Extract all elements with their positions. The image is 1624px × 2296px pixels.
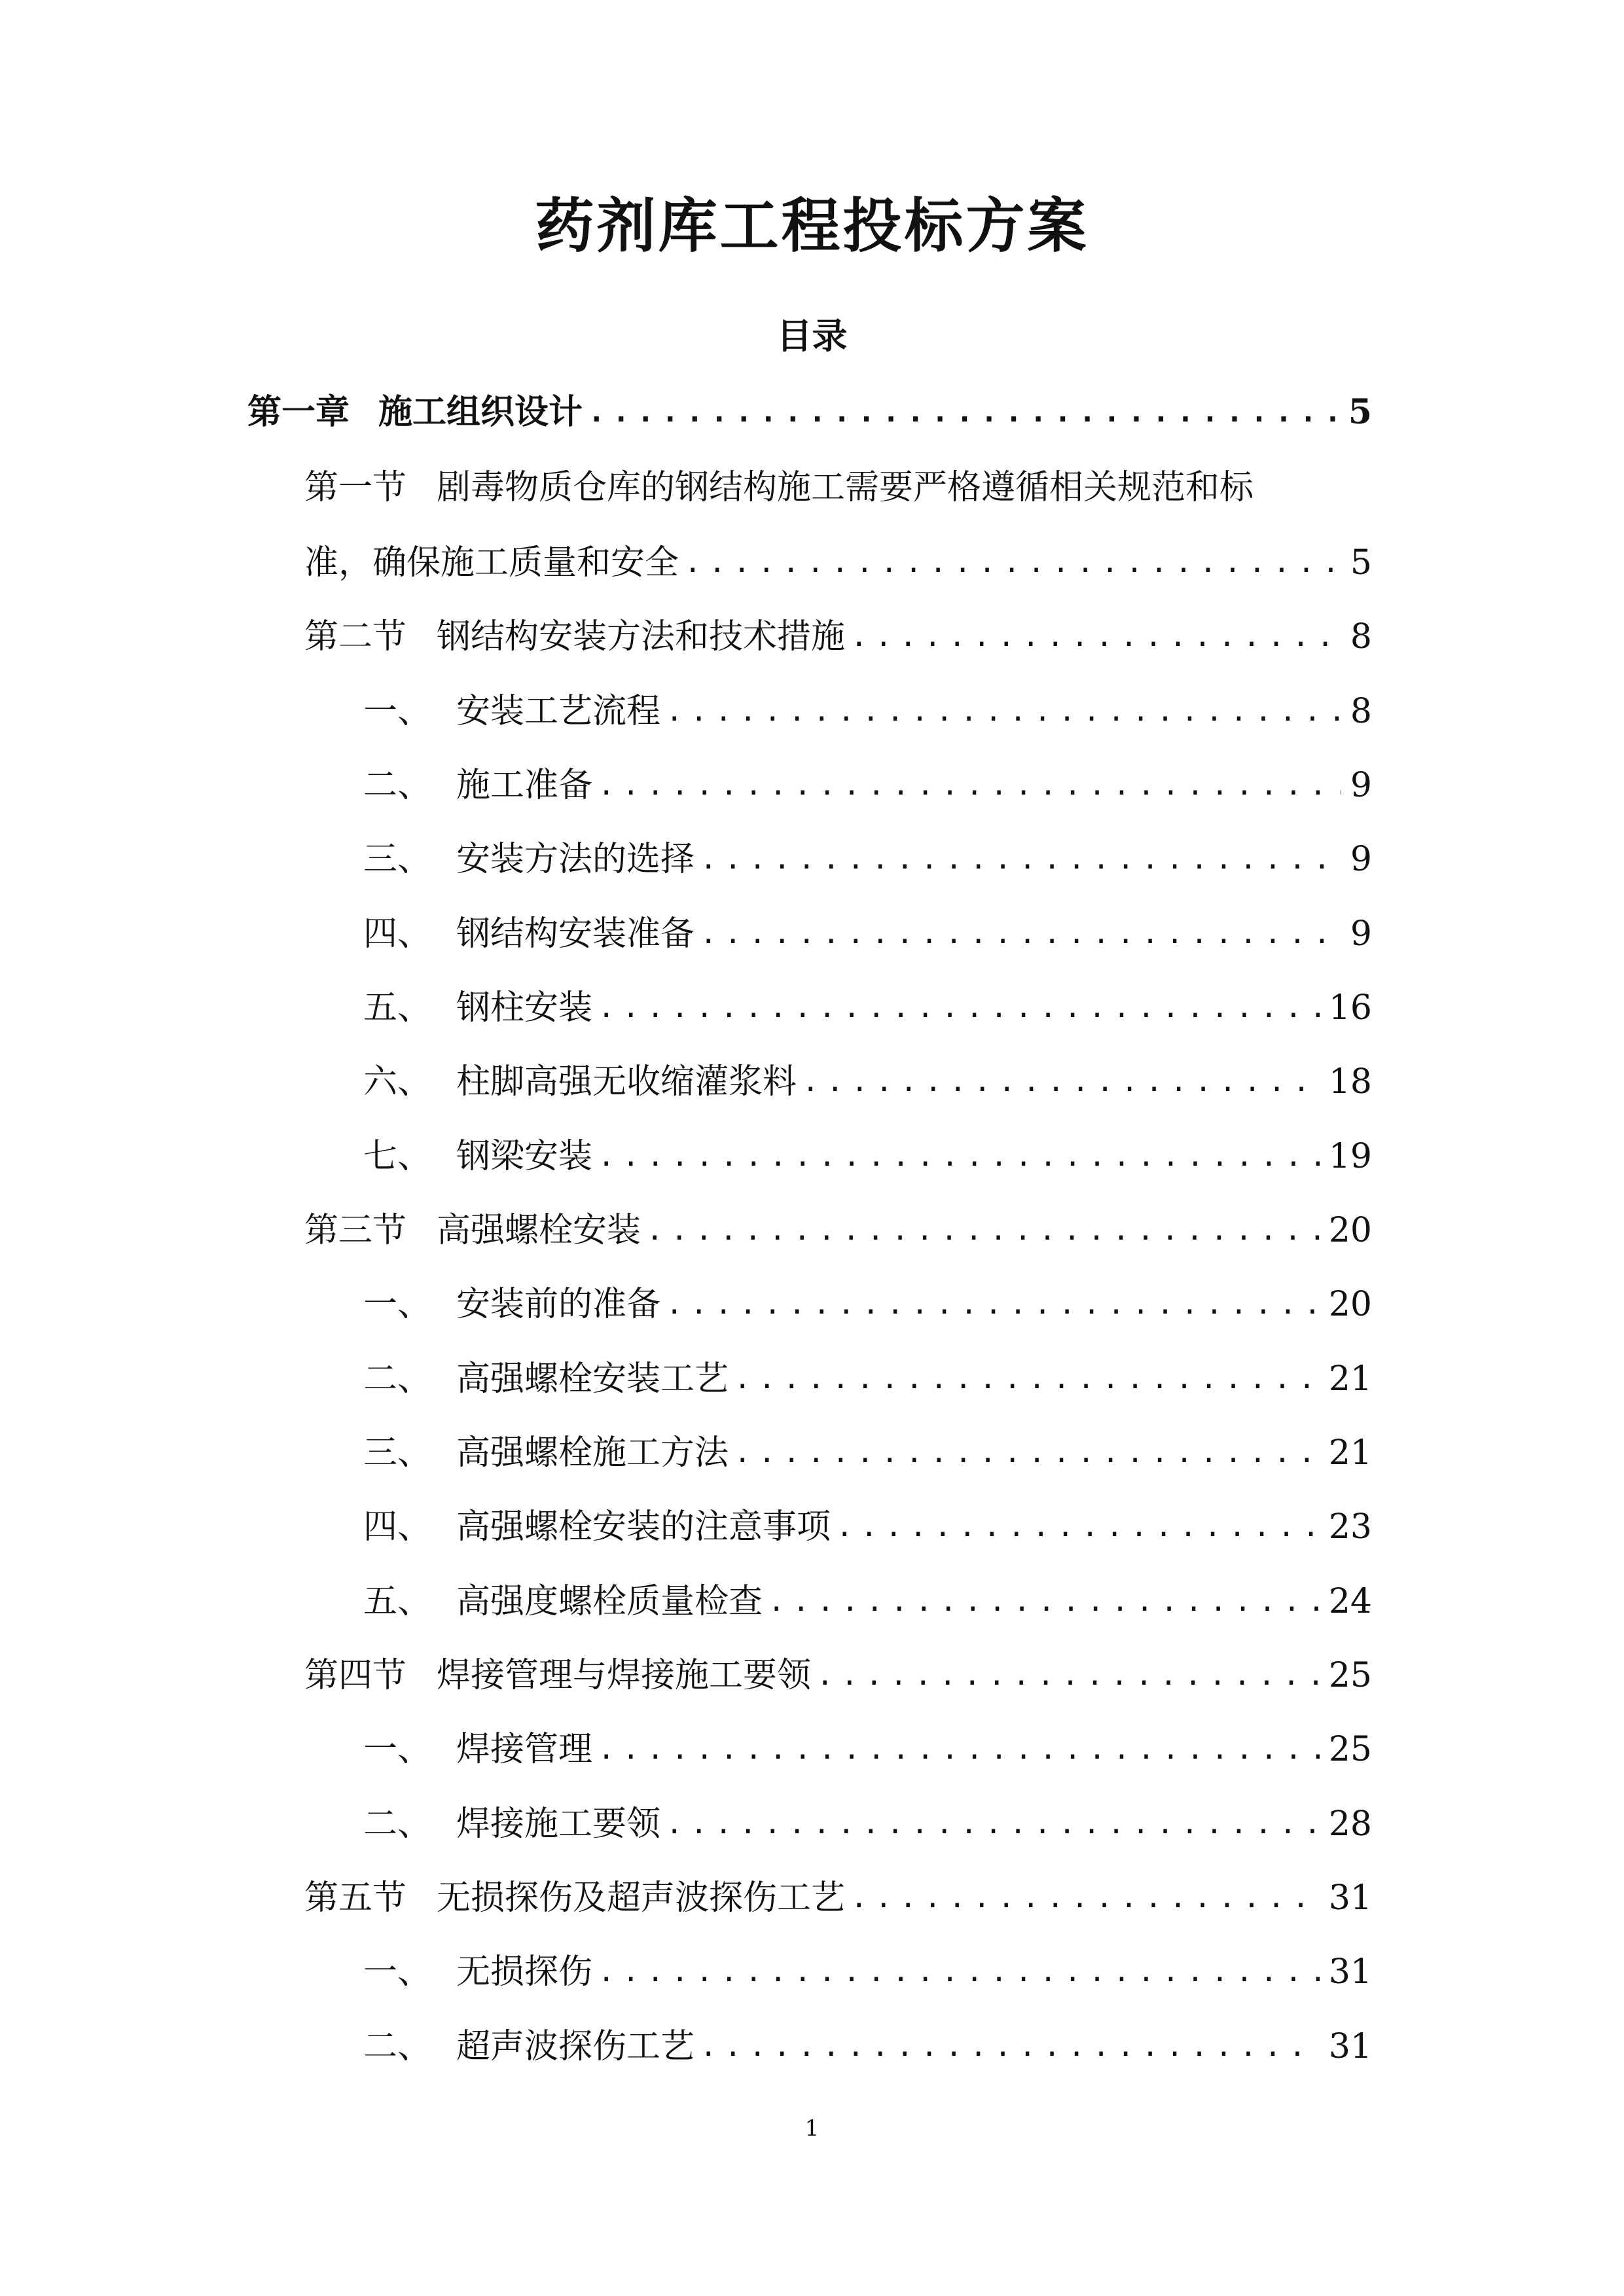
toc-item-title: 无损探伤 bbox=[456, 1952, 593, 1992]
toc-dot-leader bbox=[734, 1427, 1320, 1479]
toc-item[interactable] bbox=[363, 1353, 1372, 1405]
toc-item-title: 高强度螺栓质量检查 bbox=[456, 1582, 763, 1621]
toc-dot-leader bbox=[666, 1798, 1320, 1850]
toc-item-number: 六、 bbox=[363, 1062, 432, 1102]
toc-item-number: 五、 bbox=[363, 1582, 432, 1621]
toc-page-number: 9 bbox=[1350, 914, 1372, 954]
toc-item-title: 施工准备 bbox=[456, 766, 593, 805]
toc-page-number: 18 bbox=[1328, 1062, 1372, 1102]
toc-item[interactable] bbox=[363, 908, 1372, 960]
toc-item[interactable] bbox=[363, 1798, 1372, 1850]
toc-item[interactable] bbox=[363, 1427, 1372, 1479]
toc-page-number: 5 bbox=[1350, 543, 1372, 583]
toc-item-title: 超声波探伤工艺 bbox=[456, 2027, 695, 2066]
toc-section-3[interactable] bbox=[304, 1204, 1372, 1257]
toc-section-title: 焊接管理与焊接施工要领 bbox=[437, 1656, 812, 1695]
toc-section-title: 钢结构安装方法和技术措施 bbox=[437, 617, 846, 656]
toc-dot-leader bbox=[816, 1649, 1320, 1702]
toc-page-number: 16 bbox=[1328, 988, 1372, 1028]
toc-item[interactable] bbox=[363, 1278, 1372, 1331]
toc-page-number: 31 bbox=[1328, 1952, 1372, 1992]
toc-item[interactable] bbox=[363, 1501, 1372, 1553]
toc-item[interactable] bbox=[363, 1946, 1372, 1998]
toc-dot-leader bbox=[700, 908, 1341, 960]
toc-item[interactable] bbox=[363, 1575, 1372, 1628]
toc-page-number: 21 bbox=[1328, 1433, 1372, 1473]
toc-dot-leader bbox=[850, 611, 1341, 663]
toc-item[interactable] bbox=[363, 833, 1372, 886]
toc-dot-leader bbox=[598, 759, 1341, 812]
toc-item-number: 七、 bbox=[363, 1137, 432, 1176]
toc-chapter-1[interactable] bbox=[247, 386, 1372, 439]
toc-chapter-number: 第一章 bbox=[247, 392, 350, 432]
toc-page-number: 20 bbox=[1328, 1285, 1372, 1324]
document-title: 药剂库工程投标方案 bbox=[535, 191, 1089, 260]
toc-section-number: 第四节 bbox=[304, 1656, 407, 1695]
toc-page-number: 31 bbox=[1328, 1878, 1372, 1918]
toc-page-number: 5 bbox=[1348, 392, 1372, 432]
toc-item-number: 二、 bbox=[363, 2027, 432, 2066]
toc-page-number: 8 bbox=[1350, 617, 1372, 656]
toc-section-title: 无损探伤及超声波探伤工艺 bbox=[437, 1878, 846, 1918]
toc-item-title: 安装前的准备 bbox=[456, 1285, 661, 1324]
toc-item-number: 一、 bbox=[363, 1952, 432, 1992]
toc-section-4[interactable] bbox=[304, 1649, 1372, 1702]
toc-page-number: 21 bbox=[1328, 1359, 1372, 1399]
toc-page-number: 19 bbox=[1328, 1137, 1372, 1176]
toc-item-title: 安装工艺流程 bbox=[456, 692, 661, 731]
toc-page-number: 25 bbox=[1328, 1730, 1372, 1769]
toc-dot-leader bbox=[598, 982, 1320, 1034]
toc-item-title: 安装方法的选择 bbox=[456, 840, 695, 879]
toc-item-title: 高强螺栓施工方法 bbox=[456, 1433, 729, 1473]
toc-heading: 目录 bbox=[776, 315, 848, 357]
toc-dot-leader bbox=[598, 1130, 1320, 1183]
toc-item-title: 柱脚高强无收缩灌浆料 bbox=[456, 1062, 797, 1102]
toc-section-1-line1[interactable] bbox=[304, 461, 1254, 514]
toc-page-number: 20 bbox=[1328, 1211, 1372, 1250]
toc-item[interactable] bbox=[363, 982, 1372, 1034]
toc-section-number: 第二节 bbox=[304, 617, 407, 656]
toc-item[interactable] bbox=[363, 759, 1372, 812]
toc-dot-leader bbox=[684, 537, 1341, 589]
toc-dot-leader bbox=[598, 1946, 1320, 1998]
toc-item[interactable] bbox=[363, 1723, 1372, 1776]
toc-item-title: 焊接施工要领 bbox=[456, 1804, 661, 1844]
toc-item-number: 一、 bbox=[363, 692, 432, 731]
toc-dot-leader bbox=[666, 1278, 1320, 1331]
toc-item[interactable] bbox=[363, 685, 1372, 738]
toc-dot-leader bbox=[588, 386, 1339, 439]
toc-page-number: 24 bbox=[1328, 1582, 1372, 1621]
toc-section-5[interactable] bbox=[304, 1872, 1372, 1924]
toc-item-title: 高强螺栓安装的注意事项 bbox=[456, 1507, 831, 1547]
toc-page-number: 8 bbox=[1350, 692, 1372, 731]
toc-section-2[interactable] bbox=[304, 611, 1372, 663]
toc-dot-leader bbox=[850, 1872, 1320, 1924]
toc-dot-leader bbox=[836, 1501, 1320, 1553]
toc-section-number: 第三节 bbox=[304, 1211, 407, 1250]
toc-item[interactable] bbox=[363, 2020, 1372, 2073]
toc-page-number: 28 bbox=[1328, 1804, 1372, 1844]
toc-item-title: 高强螺栓安装工艺 bbox=[456, 1359, 729, 1399]
toc-item-number: 三、 bbox=[363, 1433, 432, 1473]
toc-section-title-line2: 准，确保施工质量和安全 bbox=[304, 543, 679, 583]
toc-page-number: 31 bbox=[1328, 2027, 1372, 2066]
toc-item-number: 一、 bbox=[363, 1730, 432, 1769]
toc-item-number: 一、 bbox=[363, 1285, 432, 1324]
toc-dot-leader bbox=[802, 1056, 1320, 1108]
toc-item-title: 焊接管理 bbox=[456, 1730, 593, 1769]
toc-item[interactable] bbox=[363, 1130, 1372, 1183]
toc-item-number: 四、 bbox=[363, 914, 432, 954]
toc-section-title: 高强螺栓安装 bbox=[437, 1211, 641, 1250]
toc-item-title: 钢柱安装 bbox=[456, 988, 593, 1028]
page-number: 1 bbox=[804, 2115, 820, 2142]
toc-item-number: 二、 bbox=[363, 1804, 432, 1844]
toc-dot-leader bbox=[700, 2020, 1320, 2073]
toc-item-number: 二、 bbox=[363, 1359, 432, 1399]
toc-section-number: 第五节 bbox=[304, 1878, 407, 1918]
toc-page-number: 9 bbox=[1350, 840, 1372, 879]
toc-item-number: 二、 bbox=[363, 766, 432, 805]
toc-section-1-line2[interactable] bbox=[304, 537, 1372, 589]
toc-section-number: 第一节 bbox=[304, 468, 407, 507]
toc-chapter-title: 施工组织设计 bbox=[378, 392, 583, 432]
toc-dot-leader bbox=[598, 1723, 1320, 1776]
toc-dot-leader bbox=[700, 833, 1341, 886]
toc-section-title-line1: 剧毒物质仓库的钢结构施工需要严格遵循相关规范和标 bbox=[437, 468, 1254, 507]
toc-page-number: 25 bbox=[1328, 1656, 1372, 1695]
toc-page-number: 9 bbox=[1350, 766, 1372, 805]
toc-page-number: 23 bbox=[1328, 1507, 1372, 1547]
toc-item-number: 四、 bbox=[363, 1507, 432, 1547]
toc-item-title: 钢梁安装 bbox=[456, 1137, 593, 1176]
toc-item-number: 三、 bbox=[363, 840, 432, 879]
toc-dot-leader bbox=[666, 685, 1341, 738]
toc-dot-leader bbox=[734, 1353, 1320, 1405]
toc-item[interactable] bbox=[363, 1056, 1372, 1108]
toc-dot-leader bbox=[646, 1204, 1320, 1257]
toc-item-title: 钢结构安装准备 bbox=[456, 914, 695, 954]
toc-item-number: 五、 bbox=[363, 988, 432, 1028]
toc-dot-leader bbox=[768, 1575, 1320, 1628]
